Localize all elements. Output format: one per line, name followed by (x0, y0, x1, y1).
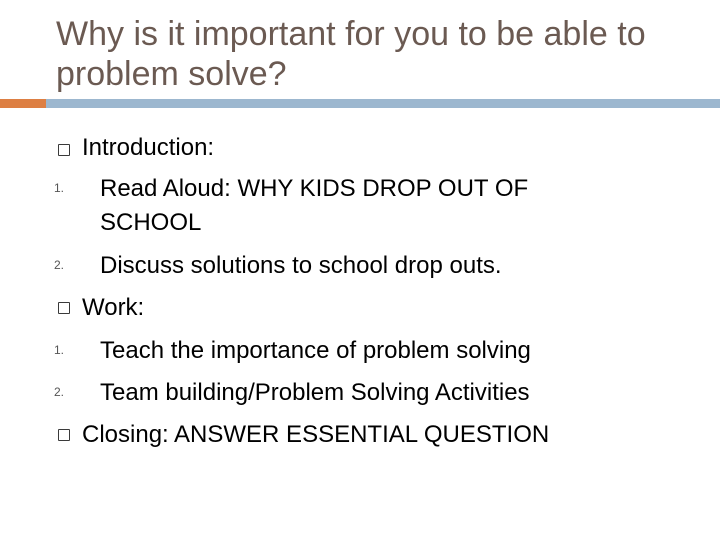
list-item-read-aloud-cont: SCHOOL (100, 209, 202, 236)
list-number: 1. (54, 343, 65, 357)
square-bullet-icon (58, 302, 70, 314)
list-item-teach: Teach the importance of problem solving (100, 337, 531, 364)
list-item-discuss: Discuss solutions to school drop outs. (100, 252, 502, 279)
list-item-introduction: Introduction: (82, 134, 215, 161)
list-number: 2. (54, 385, 65, 399)
slide-title: Why is it important for you to be able to problem solve? (56, 15, 646, 93)
list-item-work: Work: (82, 294, 145, 321)
square-bullet-icon (58, 144, 70, 156)
list-item-read-aloud: Read Aloud: WHY KIDS DROP OUT OF (100, 175, 529, 202)
list-item-closing: Closing: ANSWER ESSENTIAL QUESTION (82, 421, 550, 448)
title-divider (46, 99, 720, 108)
list-number: 2. (54, 258, 65, 272)
list-item-team-building: Team building/Problem Solving Activities (100, 379, 530, 406)
square-bullet-icon (58, 429, 70, 441)
list-number: 1. (54, 181, 65, 195)
title-accent-bar (0, 99, 46, 108)
